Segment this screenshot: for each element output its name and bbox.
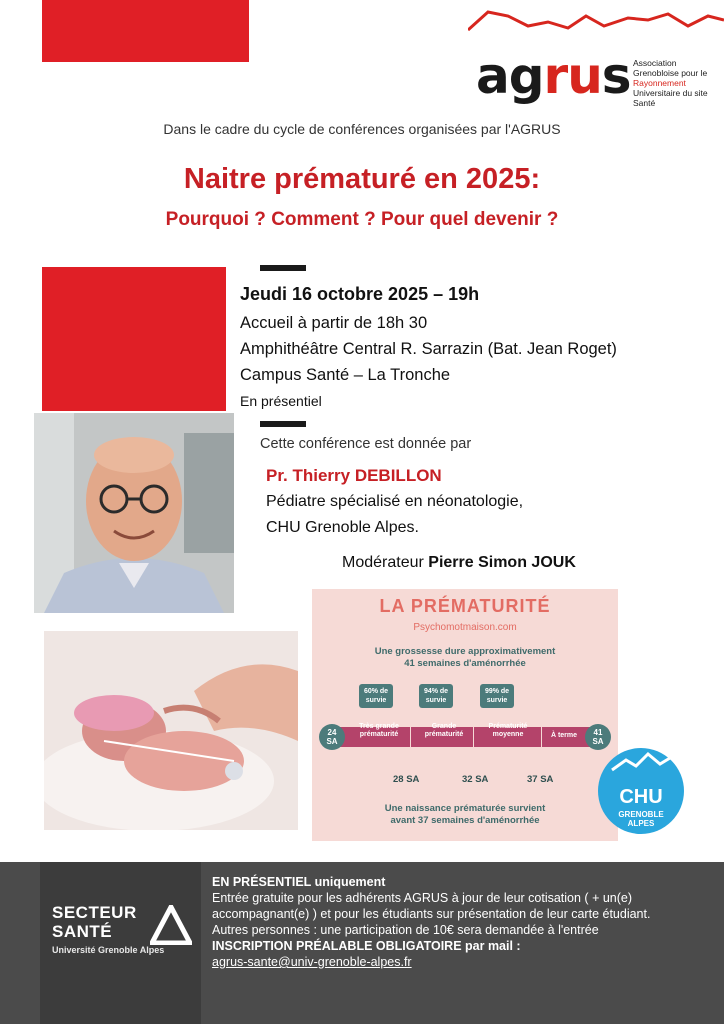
speaker-photo: [34, 413, 234, 613]
page-title: Naitre prématuré en 2025:: [183, 163, 541, 195]
milestone-label: 28 SA: [393, 774, 420, 785]
milestone-label: 32 SA: [462, 774, 489, 785]
segment-line: Très grande: [359, 723, 399, 730]
infographic-note: avant 37 semaines d'aménorrhée: [390, 815, 540, 826]
timeline-tick: [410, 727, 411, 747]
event-mode: En présentiel: [240, 393, 322, 409]
infographic-note: Une naissance prématurée survient: [384, 803, 546, 814]
secteur-logo-university: Université Grenoble Alpes: [52, 945, 165, 955]
survival-label: survie: [486, 697, 508, 704]
secteur-logo-line: SECTEUR: [52, 903, 137, 922]
divider-dash: [260, 421, 306, 427]
infographic-lead: 41 semaines d'aménorrhée: [404, 658, 526, 669]
survival-badge: [359, 684, 393, 708]
segment-line: moyenne: [492, 731, 524, 738]
red-accent-block-middle: [42, 267, 226, 411]
timeline-start-unit: SA: [326, 737, 338, 746]
segment-line: À terme: [550, 732, 578, 739]
timeline-start-num: 24: [327, 728, 337, 737]
survival-pct: 99% de: [484, 688, 510, 695]
segment-line: Prématurité: [488, 723, 528, 730]
timeline-segment: [415, 723, 473, 739]
moderator: [342, 554, 576, 572]
infographic-lead: Une grossesse dure approximativement: [374, 646, 556, 657]
event-venue: Amphithéâtre Central R. Sarrazin (Bat. Jean Roget): [240, 340, 617, 358]
page-subtitle: Pourquoi ? Comment ? Pour quel devenir ?: [165, 209, 559, 230]
speaker-name: Pr. Thierry DEBILLON: [266, 466, 442, 485]
intro-text: Dans le cadre du cycle de conférences organisées par l'AGRUS: [163, 121, 561, 137]
infographic-title: LA PRÉMATURITÉ: [379, 596, 551, 616]
chu-sub-line: ALPES: [627, 819, 655, 828]
red-accent-block-top: [42, 0, 249, 62]
premature-baby-photo: [44, 631, 298, 830]
chu-name: CHU: [619, 786, 663, 808]
prematurity-infographic: [312, 589, 618, 841]
logo-caption-line: Rayonnement: [633, 78, 686, 88]
segment-line: prématurité: [359, 731, 399, 738]
infographic-source: Psychomotmaison.com: [413, 622, 517, 633]
timeline-segment: [348, 723, 410, 739]
timeline-start: [319, 724, 345, 750]
logo-word-prefix: ag: [476, 47, 544, 105]
timeline-segment: [542, 732, 586, 740]
footer-heading: [212, 874, 712, 890]
chu-subtitle: [598, 810, 684, 828]
segment-line: prématurité: [424, 731, 464, 738]
survival-pct: 94% de: [423, 688, 449, 695]
speaker-intro: Cette conférence est donnée par: [260, 436, 472, 452]
survival-pct: 60% de: [363, 688, 389, 695]
survival-badge: [480, 684, 514, 708]
secteur-logo-line: SANTÉ: [52, 922, 113, 941]
agrus-logo-caption: [633, 58, 724, 108]
event-welcome: Accueil à partir de 18h 30: [240, 314, 428, 332]
timeline-tick: [473, 727, 474, 747]
timeline-end-num: 41: [593, 728, 603, 737]
event-campus: Campus Santé – La Tronche: [240, 366, 451, 384]
divider-dash: [260, 265, 306, 271]
survival-label: survie: [425, 697, 447, 704]
logo-caption-line: Universitaire du site: [633, 88, 708, 98]
footer-free-entry: Entrée gratuite pour les adhérents AGRUS à jour de leur cotisation ( + un(e) accompagnant(e) ) et pour les étudiants sur présentation de leur carte étudiant.: [212, 891, 651, 921]
footer-registration: INSCRIPTION PRÉALABLE OBLIGATOIRE par mail :: [212, 939, 521, 953]
moderator-name: Pierre Simon JOUK: [428, 554, 576, 571]
footer-info: [212, 874, 712, 970]
agrus-logo: [476, 44, 631, 108]
milestone-label: 37 SA: [527, 774, 554, 785]
logo-caption-line: Grenobloise pour le: [633, 68, 708, 78]
registration-email-link[interactable]: agrus-sante@univ-grenoble-alpes.fr: [212, 955, 412, 969]
logo-caption-line: Santé: [633, 98, 656, 108]
speaker-affiliation: CHU Grenoble Alpes.: [266, 519, 419, 536]
footer-heading-bold: EN PRÉSENTIEL: [212, 875, 312, 889]
segment-line: Grande: [431, 723, 457, 730]
event-date-time: Jeudi 16 octobre 2025 – 19h: [240, 284, 480, 304]
footer-others: Autres personnes : une participation de 10€ sera demandée à l'entrée: [212, 923, 599, 937]
chu-sub-line: GRENOBLE: [618, 810, 664, 819]
moderator-prefix: Modérateur: [342, 554, 429, 571]
survival-label: survie: [365, 697, 387, 704]
survival-badge: [419, 684, 453, 708]
secteur-triangle-icon: [150, 905, 192, 945]
timeline-segment: [475, 723, 541, 739]
logo-word-highlight: ru: [543, 47, 602, 105]
timeline-end-unit: SA: [592, 737, 604, 746]
logo-word-suffix: s: [601, 47, 631, 105]
logo-caption-line: Association: [633, 58, 677, 68]
speaker-role: Pédiatre spécialisé en néonatologie,: [266, 493, 524, 510]
footer-heading-rest: uniquement: [311, 875, 386, 889]
